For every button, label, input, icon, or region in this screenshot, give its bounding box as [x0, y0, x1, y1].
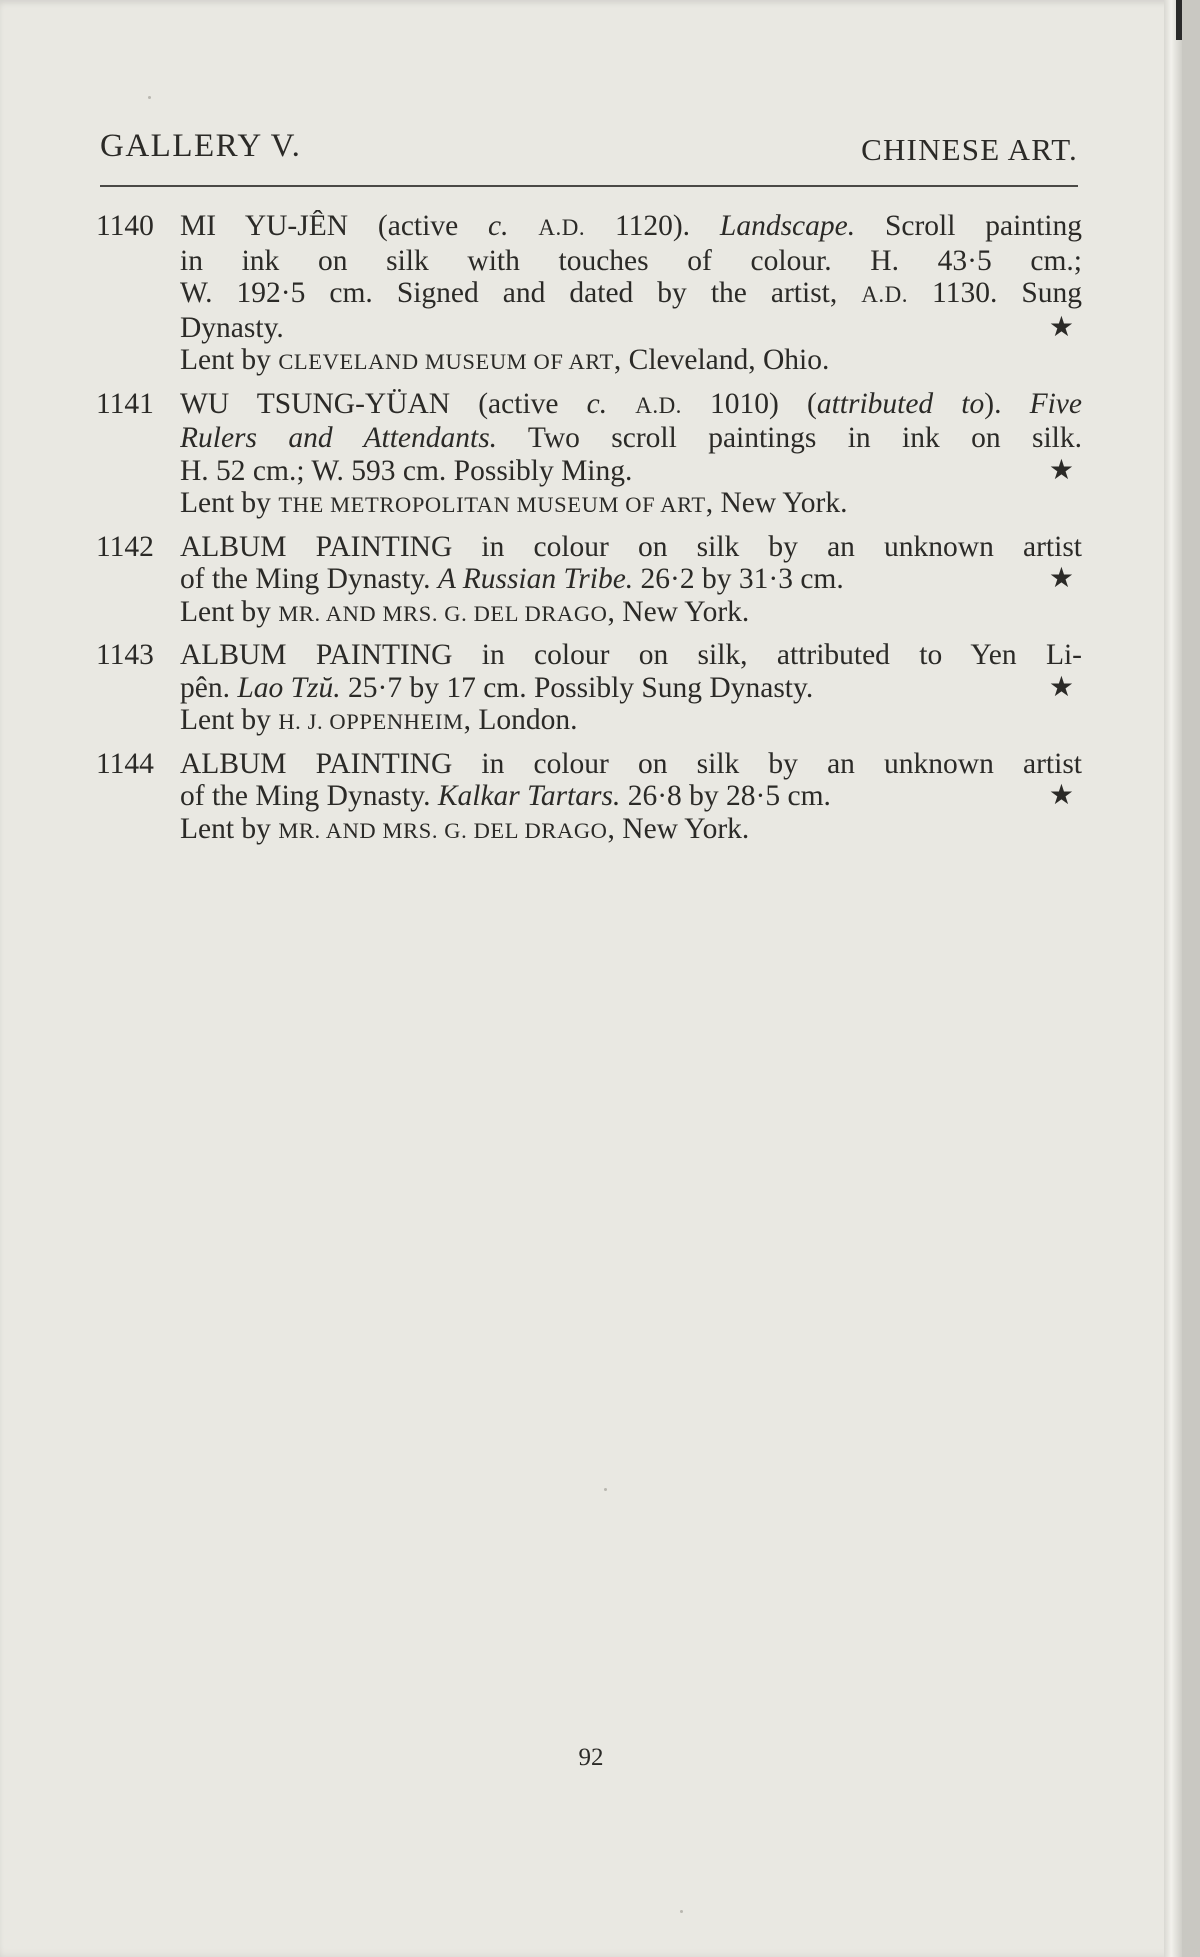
lender-line: Lent by MR. AND MRS. G. DEL DRAGO, New York. — [180, 595, 750, 628]
entry-number: 1143 — [96, 639, 154, 671]
entry-line: pên. Lao Tzŭ. 25·7 by 17 cm. Possibly Sung Dynasty. ★ — [180, 671, 1074, 704]
catalogue-entry-1141 — [96, 388, 1082, 522]
entry-line: MI YU-JÊN (active c. A.D. 1120). Landscape. Scroll painting — [180, 210, 1082, 242]
entry-number: 1144 — [96, 747, 154, 780]
entry-line: ALBUM PAINTING in colour on silk by an unknown artist — [180, 747, 1082, 780]
lender-line: Lent by MR. AND MRS. G. DEL DRAGO, New York. — [180, 812, 750, 845]
section-heading: CHINESE ART. — [861, 132, 1078, 167]
speck — [680, 1910, 683, 1913]
entry-number: 1141 — [96, 387, 154, 420]
header-rule — [100, 185, 1078, 187]
catalogue-entry-1144 — [96, 748, 1082, 848]
entry-line: WU TSUNG-YÜAN (active c. A.D. 1010) (attributed to). Five — [180, 387, 1082, 420]
binding-shadow — [1176, 0, 1182, 40]
lender-name: H. J. OPPENHEIM — [278, 709, 464, 734]
star-icon: ★ — [1048, 311, 1074, 343]
lender-line: Lent by CLEVELAND MUSEUM OF ART, Cleveland, Ohio. — [180, 344, 830, 376]
entry-number: 1142 — [96, 530, 154, 563]
catalogue-entry-1140 — [96, 210, 1082, 379]
star-icon: ★ — [1048, 780, 1074, 811]
star-icon: ★ — [1048, 671, 1074, 703]
entry-line: ALBUM PAINTING in colour on silk, attributed to Yen Li- — [180, 639, 1082, 671]
running-head — [100, 128, 1078, 176]
entry-line: Rulers and Attendants. Two scroll paintings in ink on silk. — [180, 422, 1082, 454]
star-icon: ★ — [1048, 563, 1074, 594]
catalogue-entry-1142 — [96, 531, 1082, 631]
entry-number: 1140 — [96, 210, 154, 242]
entry-line: of the Ming Dynasty. Kalkar Tartars. 26·8 by 28·5 cm. ★ — [180, 780, 1074, 812]
entry-line: W. 192·5 cm. Signed and dated by the artist, A.D. 1130. Sung — [180, 277, 1082, 309]
speck — [148, 96, 151, 99]
lender-name: MR. AND MRS. G. DEL DRAGO — [278, 600, 608, 626]
speck — [604, 1488, 607, 1491]
entry-line: Dynasty. ★ — [180, 311, 1074, 344]
catalogue-entry-1143 — [96, 639, 1082, 739]
lender-line: Lent by THE METROPOLITAN MUSEUM OF ART, New York. — [180, 487, 848, 519]
page-number: 92 — [578, 1744, 604, 1771]
lender-name: THE METROPOLITAN MUSEUM OF ART — [278, 492, 706, 517]
entry-line: H. 52 cm.; W. 593 cm. Possibly Ming. ★ — [180, 454, 1074, 487]
page-edge — [1164, 0, 1182, 1957]
catalogue-entries — [96, 210, 1082, 856]
lender-line: Lent by H. J. OPPENHEIM, London. — [180, 704, 578, 736]
lender-name: CLEVELAND MUSEUM OF ART — [278, 349, 614, 374]
entry-line: ALBUM PAINTING in colour on silk by an unknown artist — [180, 530, 1082, 563]
entry-line: in ink on silk with touches of colour. H. 43·5 cm.; — [180, 244, 1082, 277]
lender-name: MR. AND MRS. G. DEL DRAGO — [278, 817, 608, 843]
star-icon: ★ — [1048, 454, 1074, 486]
gallery-heading: GALLERY V. — [100, 128, 302, 164]
entry-line: of the Ming Dynasty. A Russian Tribe. 26·2 by 31·3 cm. ★ — [180, 563, 1074, 595]
